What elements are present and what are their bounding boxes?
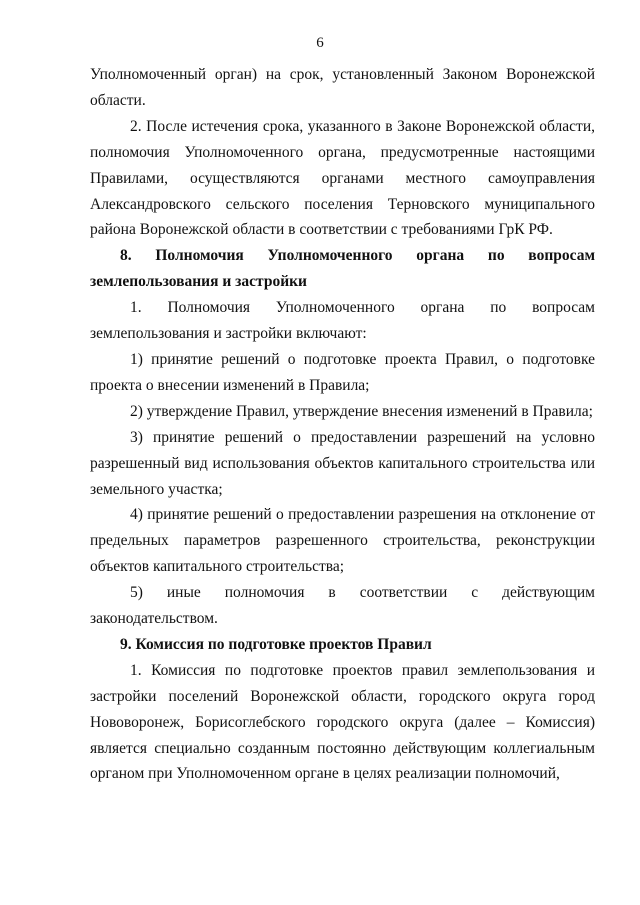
paragraph-commission: 1. Комиссия по подготовке проектов правил землепользования и застройки поселений Воронежской области, городского округа город Нововоронеж, Борисоглебского городского округа (далее – Комиссия) является специально созданным постоянно действующим коллегиальным органом при Уполномоченном органе в целях реализации полномочий, <box>90 661 595 783</box>
section-heading-9: 9. Комиссия по подготовке проектов Правил <box>120 635 432 653</box>
list-item-2: 2) утверждение Правил, утверждение внесения изменений в Правила; <box>130 402 593 420</box>
list-item-4: 4) принятие решений о предоставлении разрешения на отклонение от предельных параметров разрешенного строительства, реконструкции объектов капитального строительства; <box>90 506 595 576</box>
paragraph-continuation: Уполномоченный орган) на срок, установленный Законом Воронежской области. <box>90 66 595 109</box>
paragraph-powers-intro: 1. Полномочия Уполномоченного органа по вопросам землепользования и застройки включают: <box>90 299 595 343</box>
list-item-5: 5) иные полномочия в соответствии с действующим законодательством. <box>90 584 595 628</box>
document-body <box>90 62 595 787</box>
page-number: 6 <box>316 35 324 51</box>
list-item-1: 1) принятие решений о подготовке проекта Правил, о подготовке проекта о внесении изменений в Правила; <box>90 350 595 394</box>
paragraph-item-2: 2. После истечения срока, указанного в Законе Воронежской области, полномочия Уполномоченного органа, предусмотренные настоящими Правилами, осуществляются органами местного самоуправления Александровского сельского поселения Терновского муниципального района Воронежской области в соответствии с требованиями ГрК РФ. <box>90 117 595 239</box>
section-heading-8: 8. Полномочия Уполномоченного органа по вопросам землепользования и застройки <box>90 247 595 291</box>
list-item-3: 3) принятие решений о предоставлении разрешений на условно разрешенный вид использования объектов капитального строительства или земельного участка; <box>90 428 595 498</box>
